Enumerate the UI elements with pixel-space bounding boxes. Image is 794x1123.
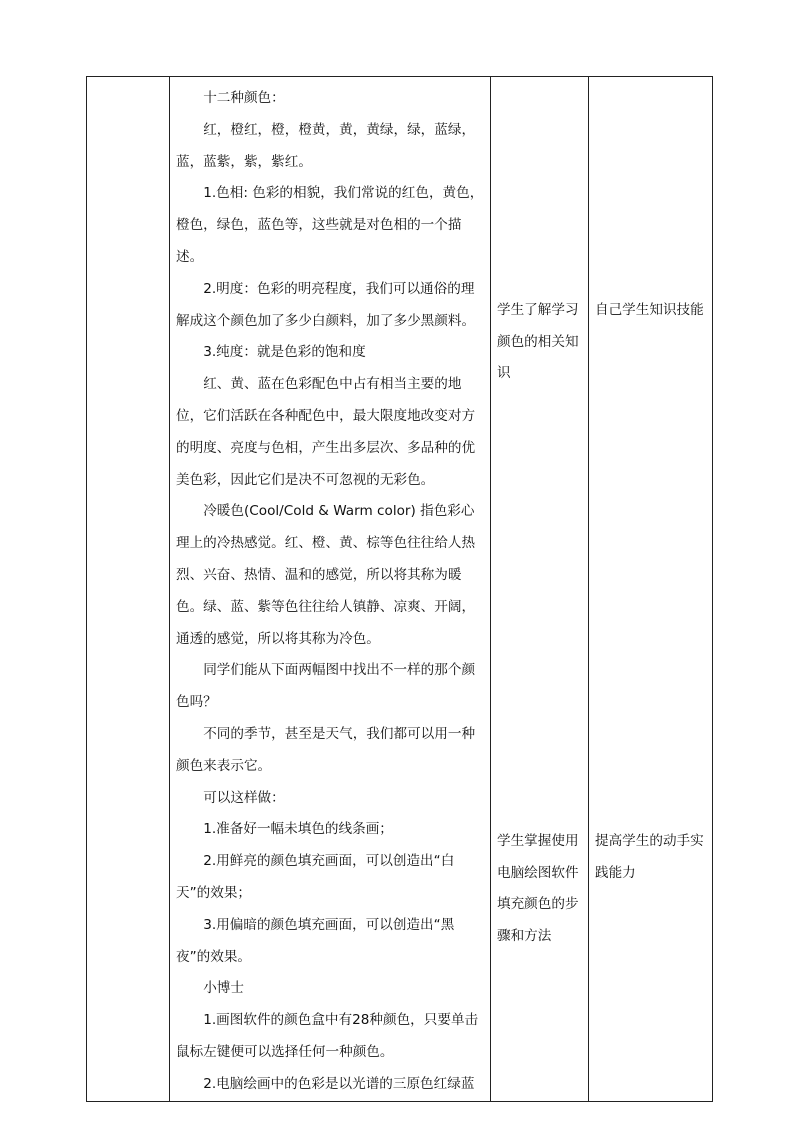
paragraph: 2.用鲜亮的颜色填充画面，可以创造出“白天”的效果；	[176, 853, 455, 901]
student-activity-text: 学生了解学习颜色的相关知识	[497, 302, 579, 382]
paragraph: 小博士	[203, 980, 244, 997]
content-cell	[170, 77, 491, 1102]
student-activity-text: 学生掌握使用电脑绘图软件填充颜色的步骤和方法	[497, 833, 579, 944]
paragraph: 2.明度：色彩的明亮程度，我们可以通俗的理解成这个颜色加了多少白颜料，加了多少黑颜料。	[176, 280, 476, 329]
paragraph: 2.电脑绘画中的色彩是以光谱的三原色红绿蓝	[203, 1075, 475, 1092]
table-row	[87, 77, 713, 1102]
paragraph: 同学们能从下面两幅图中找出不一样的那个颜色吗？	[176, 662, 476, 711]
paragraph: 3.用偏暗的颜色填充画面，可以创造出“黑夜”的效果。	[176, 916, 455, 965]
student-activity-cell	[491, 77, 589, 1102]
paragraph: 红，橙红，橙，橙黄，黄，黄绿，绿，蓝绿，蓝，蓝紫，紫，紫红。	[176, 121, 476, 170]
paragraph: 1.准备好一幅未填色的线条画；	[203, 821, 393, 838]
lesson-plan-table	[86, 76, 713, 1102]
design-intent-text: 自己学生知识技能	[595, 302, 704, 318]
paragraph: 冷暖色(Cool/Cold & Warm color) 指色彩心理上的冷热感觉。红、橙、黄、棕等色往往给人热烈、兴奋、热情、温和的感觉，所以将其称为暖色。绿、蓝、紫等色往往给人镇静、凉爽、开阔，通透的感觉，所以将其称为冷色。	[176, 503, 476, 647]
stage-cell	[87, 77, 170, 1102]
paragraph: 不同的季节，甚至是天气，我们都可以用一种颜色来表示它。	[176, 725, 476, 774]
content-text	[170, 77, 490, 1101]
paragraph: 可以这样做：	[203, 789, 285, 806]
design-intent-cell	[589, 77, 713, 1102]
design-intent-text: 提高学生的动手实践能力	[595, 833, 704, 881]
paragraph: 3.纯度：就是色彩的饱和度	[203, 344, 366, 361]
paragraph: 十二种颜色：	[203, 90, 285, 106]
paragraph: 红、黄、蓝在色彩配色中占有相当主要的地位，它们活跃在各种配色中，最大限度地改变对方的明度、亮度与色相，产生出多层次、多品种的优美色彩，因此它们是决不可忽视的无彩色。	[176, 376, 476, 488]
paragraph: 1.色相: 色彩的相貌，我们常说的红色，黄色，橙色，绿色，蓝色等，这些就是对色相的一个描述。	[176, 185, 484, 265]
paragraph: 1.画图软件的颜色盒中有28种颜色，只要单击鼠标左键便可以选择任何一种颜色。	[176, 1012, 479, 1060]
